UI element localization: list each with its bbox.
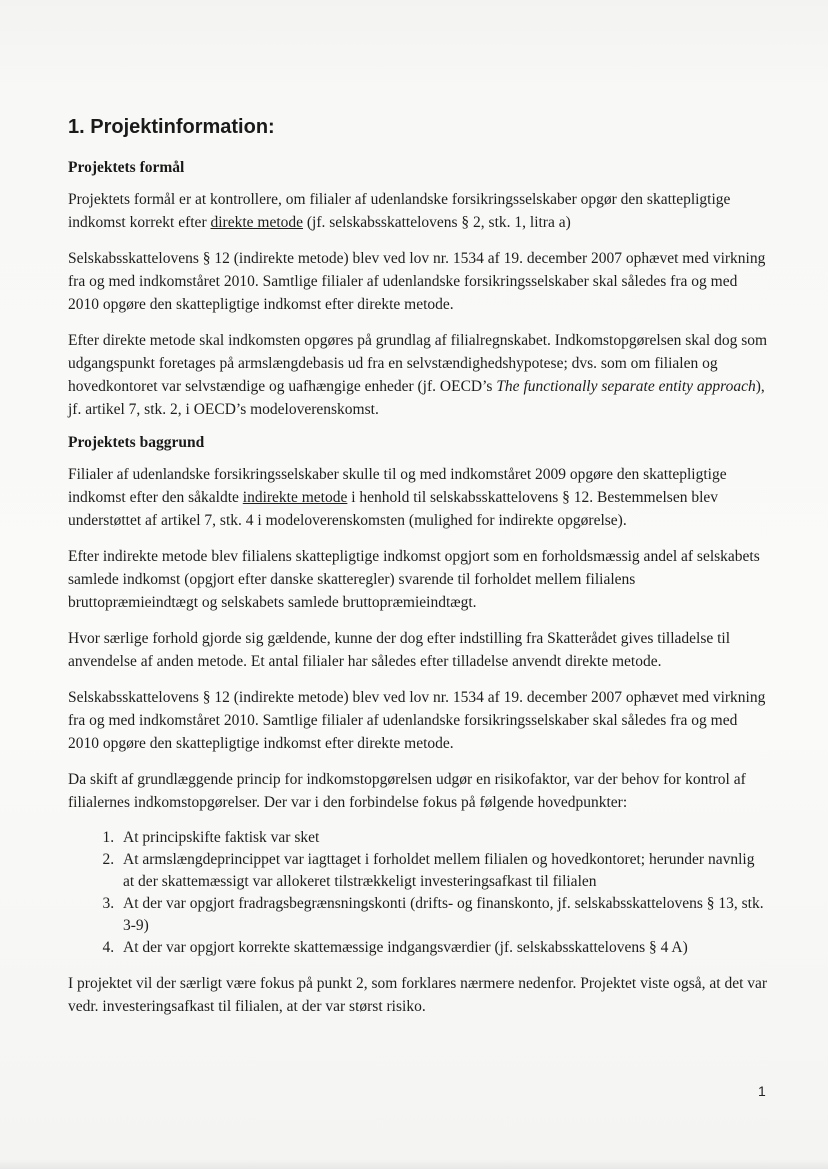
subheading-purpose: Projektets formål [68, 159, 185, 176]
subheading-background: Projektets baggrund [68, 434, 205, 451]
paragraph-background-1 [68, 463, 768, 532]
text-run: Efter direkte metode skal indkomsten opgøres på grundlag af filialregnskabet. Indkomstopgørelsen skal dog som udgangspunkt foretages på armslængdebasis ud fra en selvstændighedshypotese; dvs. som om filialen og hovedkontoret var selvstændige og uafhængige enheder (jf. OECD’s [68, 332, 768, 395]
list-item: 2. At armslængdeprincippet var iagttaget i forholdet mellem filialen og hovedkontoret; herunder navnlig at der skattemæssigt var allokeret tilstrækkeligt investeringsafkast til filialen [118, 849, 768, 893]
paragraph-background-2: Efter indirekte metode blev filialens skattepligtige indkomst opgjort som en forholdsmæssig andel af selskabets samlede indkomst (opgjort efter danske skatteregler) svarende til forholdet mellem filialens bruttopræmieindtægt og selskabets samlede bruttopræmieindtægt. [68, 548, 760, 611]
text-run: (jf. selskabsskattelovens § 2, stk. 1, litra a) [303, 214, 571, 231]
page-content [68, 116, 768, 1031]
paragraph-background-3: Hvor særlige forhold gjorde sig gældende, kunne der dog efter indstilling fra Skatterådet gives tilladelse til anvendelse af anden metode. Et antal filialer har således efter tilladelse anvendt direkte metode. [68, 630, 731, 670]
underlined-term-direkte-metode: direkte metode [210, 214, 304, 231]
list-item: 1. At principskifte faktisk var sket [118, 827, 768, 849]
underlined-term-indirekte-metode: indirekte metode [242, 489, 348, 506]
text-run: Projektets formål er at kontrollere, om filialer af udenlandske forsikringsselskaber opgør den skattepligtige indkomst korrekt efter [68, 191, 731, 231]
text-run: i henhold til selskabsskattelovens § 12. Bestemmelsen blev understøttet af artikel 7, stk. 4 i modeloverenskomsten (mulighed for indirekte opgørelse). [68, 489, 719, 529]
text-run: ), jf. artikel 7, stk. 2, i OECD’s modeloverenskomst. [68, 378, 765, 418]
paragraph-background-4: Selskabsskattelovens § 12 (indirekte metode) blev ved lov nr. 1534 af 19. december 2007 ophævet med virkning fra og med indkomståret 2010. Samtlige filialer af udenlandske forsikringsselskaber skal således fra og med 2010 opgøre den skattepligtige indkomst efter direkte metode. [68, 689, 766, 752]
italic-term: The functionally separate entity approach [496, 378, 756, 395]
paragraph-background-6: I projektet vil der særligt være fokus på punkt 2, som forklares nærmere nedenfor. Projektet viste også, at det var vedr. investeringsafkast til filialen, at der var størst risiko. [68, 975, 768, 1015]
paragraph-background-5: Da skift af grundlæggende princip for indkomstopgørelsen udgør en risikofaktor, var der behov for kontrol af filialernes indkomstopgørelser. Der var i den forbindelse fokus på følgende hovedpunkter: [68, 771, 746, 811]
section-heading: 1. Projektinformation: [68, 116, 275, 138]
paragraph-purpose-3 [68, 329, 768, 421]
paragraph-purpose-2: Selskabsskattelovens § 12 (indirekte metode) blev ved lov nr. 1534 af 19. december 2007 ophævet med virkning fra og med indkomståret 2010. Samtlige filialer af udenlandske forsikringsselskaber skal således fra og med 2010 opgøre den skattepligtige indkomst efter direkte metode. [68, 250, 766, 313]
scan-edge-shadow [0, 1159, 828, 1169]
page-number: 1 [758, 1083, 766, 1099]
main-points-list [68, 827, 768, 959]
list-item: 3. At der var opgjort fradragsbegrænsningskonti (drifts- og finanskonto, jf. selskabsskattelovens § 13, stk. 3-9) [118, 893, 768, 937]
paragraph-purpose-1 [68, 188, 768, 234]
list-item: 4. At der var opgjort korrekte skattemæssige indgangsværdier (jf. selskabsskattelovens § 4 A) [118, 937, 768, 959]
text-run: Filialer af udenlandske forsikringsselskaber skulle til og med indkomståret 2009 opgøre den skattepligtige indkomst efter den såkaldte [68, 466, 727, 506]
